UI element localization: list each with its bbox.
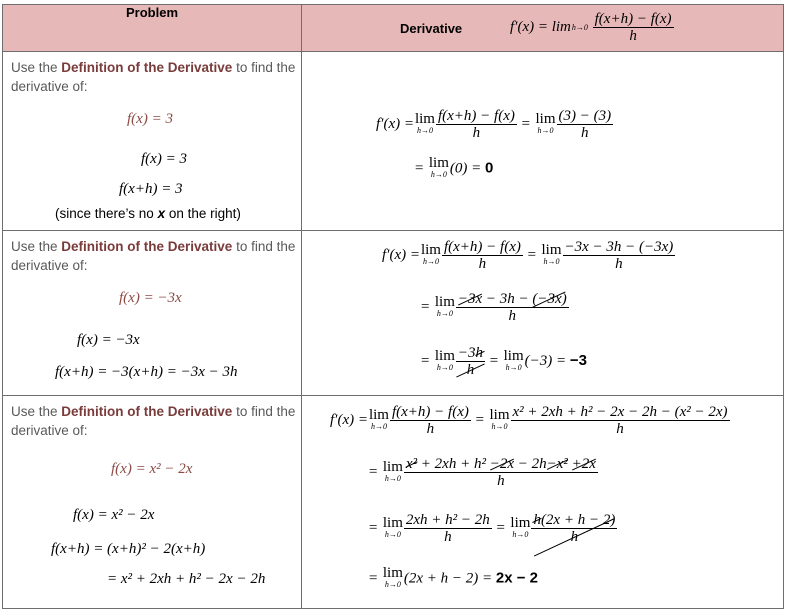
fx-line: f(x) = x² − 2x	[73, 507, 155, 523]
step-2: = lim h→0 $\frac{\text{x² + 2xh + h² −2x − 2h−x² +2x}}{h}$	[368, 456, 596, 489]
note-text: (since there’s no x on the right)	[55, 206, 241, 221]
step-1: f′(x) = lim h→0 $\frac{f(x+h) - f(x)}{h}$ = lim h→0 $\frac{\text{x² + 2xh + h² − 2x − 2h − (x² − 2x)}}{h}$	[330, 404, 728, 437]
header-problem: Problem	[3, 5, 302, 52]
given-function: f(x) = −3x	[119, 290, 182, 306]
problem-cell-1	[3, 52, 302, 231]
given-function: f(x) = x² − 2x	[111, 461, 193, 477]
step-1: f′(x) = lim h→0 $\frac{f(x+h) - f(x)}{h}$ = lim h→0 $\frac{(3) - (3)}{h}$	[376, 108, 612, 141]
step-3: = lim h→0 $\frac{-3h}{h}$ = lim h→0 (−3) = −3	[420, 345, 587, 378]
fxh-expanded-line: = x² + 2xh + h² − 2x − 2h	[107, 571, 266, 587]
header-derivative-label: Derivative	[400, 21, 463, 36]
intro-text: Use the Definition of the Derivative to find the derivative of:	[11, 404, 296, 438]
fxh-line: f(x+h) = 3	[119, 181, 183, 197]
problem-cell-2	[3, 231, 302, 396]
step-1: f′(x) = lim h→0 $\frac{f(x+h) - f(x)}{h}$ = lim h→0 $\frac{-3x - 3h - (-3x)}{h}$	[382, 239, 674, 272]
step-4: = lim h→0 (2x + h − 2) = 2x − 2	[368, 565, 539, 589]
intro-text: Use the Definition of the Derivative to find the derivative of:	[11, 60, 296, 94]
fx-line: f(x) = 3	[141, 151, 187, 167]
given-function: f(x) = 3	[127, 111, 173, 127]
fxh-line: f(x+h) = −3(x+h) = −3x − 3h	[55, 364, 238, 380]
fxh-line: f(x+h) = (x+h)² − 2(x+h)	[51, 541, 206, 557]
step-2: = lim h→0 $\frac{-3x - 3h - (-3x)}{h}$	[420, 291, 567, 324]
intro-text: Use the Definition of the Derivative to find the derivative of:	[11, 239, 296, 273]
derivative-table	[2, 4, 784, 609]
step-2: = lim h→0 (0) = 0	[414, 155, 494, 179]
derivative-cell-3	[302, 396, 784, 609]
fx-line: f(x) = −3x	[77, 332, 140, 348]
derivative-cell-2	[302, 231, 784, 396]
problem-cell-3	[3, 396, 302, 609]
step-3: = lim h→0 $\frac{\text{2xh + h² − 2h}}{h}$ = lim h→0 $\frac{h(2x + h - 2)}{h}$	[368, 512, 616, 545]
header-derivative	[302, 5, 784, 52]
header-formula: f′(x) = lim h→0 $\frac{f(x+h) - f(x)}{h}$	[510, 11, 672, 44]
derivative-cell-1	[302, 52, 784, 231]
